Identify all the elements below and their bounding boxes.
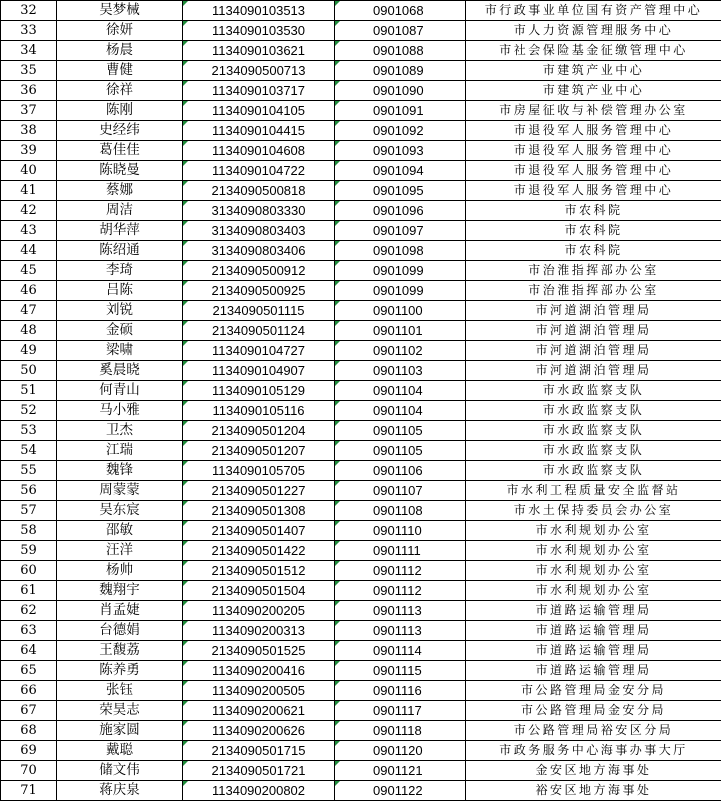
position-code-cell[interactable]: 0901104 (335, 381, 466, 401)
employer-unit-cell[interactable]: 市道路运输管理局 (466, 641, 721, 661)
position-code-cell[interactable]: 0901118 (335, 721, 466, 741)
table-row (1, 321, 721, 341)
position-code-cell[interactable]: 0901102 (335, 341, 466, 361)
employer-unit-cell[interactable]: 市退役军人服务管理中心 (466, 121, 721, 141)
employer-unit-cell[interactable]: 市水利规划办公室 (466, 561, 721, 581)
row-number-cell[interactable]: 58 (1, 521, 57, 541)
exam-number-cell[interactable]: 1134090103621 (183, 41, 335, 61)
employer-unit-cell[interactable]: 市建筑产业中心 (466, 61, 721, 81)
table-row (1, 681, 721, 701)
position-code-cell[interactable]: 0901101 (335, 321, 466, 341)
candidate-name-cell[interactable]: 陈晓曼 (57, 161, 183, 181)
employer-unit-cell[interactable]: 市农科院 (466, 221, 721, 241)
table-row (1, 221, 721, 241)
candidate-name-cell[interactable]: 葛佳佳 (57, 141, 183, 161)
employer-unit-cell[interactable]: 市退役军人服务管理中心 (466, 181, 721, 201)
candidate-name-cell[interactable]: 蔡娜 (57, 181, 183, 201)
position-code-cell[interactable]: 0901105 (335, 421, 466, 441)
candidate-name-cell[interactable]: 江瑞 (57, 441, 183, 461)
table-row (1, 261, 721, 281)
table-row (1, 241, 721, 261)
exam-number-cell[interactable]: 2134090501512 (183, 561, 335, 581)
exam-number-cell[interactable]: 1134090200205 (183, 601, 335, 621)
position-code-cell[interactable]: 0901110 (335, 521, 466, 541)
row-number-cell[interactable]: 36 (1, 81, 57, 101)
employer-unit-cell[interactable]: 市建筑产业中心 (466, 81, 721, 101)
candidate-name-cell[interactable]: 杨帅 (57, 561, 183, 581)
exam-number-cell[interactable]: 2134090501124 (183, 321, 335, 341)
employer-unit-cell[interactable]: 市行政事业单位国有资产管理中心 (466, 1, 721, 21)
employer-unit-cell[interactable]: 市退役军人服务管理中心 (466, 161, 721, 181)
candidate-name-cell[interactable]: 戴聪 (57, 741, 183, 761)
table-row (1, 581, 721, 601)
position-code-cell[interactable]: 0901068 (335, 1, 466, 21)
exam-number-cell[interactable]: 1134090104727 (183, 341, 335, 361)
candidate-name-cell[interactable]: 汪洋 (57, 541, 183, 561)
table-row (1, 701, 721, 721)
exam-number-cell[interactable]: 1134090104722 (183, 161, 335, 181)
position-code-cell[interactable]: 0901114 (335, 641, 466, 661)
position-code-cell[interactable]: 0901112 (335, 561, 466, 581)
position-code-cell[interactable]: 0901105 (335, 441, 466, 461)
row-number-cell[interactable]: 64 (1, 641, 57, 661)
row-number-cell[interactable]: 50 (1, 361, 57, 381)
exam-number-cell[interactable]: 1134090104907 (183, 361, 335, 381)
row-number-cell[interactable]: 69 (1, 741, 57, 761)
exam-number-cell[interactable]: 1134090104415 (183, 121, 335, 141)
row-number-cell[interactable]: 63 (1, 621, 57, 641)
position-code-cell[interactable]: 0901093 (335, 141, 466, 161)
table-body (1, 1, 721, 801)
exam-number-cell[interactable]: 1134090103530 (183, 21, 335, 41)
table-row (1, 501, 721, 521)
row-number-cell[interactable]: 65 (1, 661, 57, 681)
candidate-name-cell[interactable]: 魏翔宇 (57, 581, 183, 601)
position-code-cell[interactable]: 0901098 (335, 241, 466, 261)
employer-unit-cell[interactable]: 市水利工程质量安全监督站 (466, 481, 721, 501)
employer-unit-cell[interactable]: 市道路运输管理局 (466, 661, 721, 681)
exam-number-cell[interactable]: 1134090200802 (183, 781, 335, 801)
candidate-name-cell[interactable]: 徐妍 (57, 21, 183, 41)
employer-unit-cell[interactable]: 市水利规划办公室 (466, 541, 721, 561)
candidate-name-cell[interactable]: 吴梦械 (57, 1, 183, 21)
candidate-name-cell[interactable]: 蒋庆泉 (57, 781, 183, 801)
candidate-name-cell[interactable]: 徐祥 (57, 81, 183, 101)
position-code-cell[interactable]: 0901091 (335, 101, 466, 121)
row-number-cell[interactable]: 44 (1, 241, 57, 261)
row-number-cell[interactable]: 49 (1, 341, 57, 361)
employer-unit-cell[interactable]: 市水利规划办公室 (466, 581, 721, 601)
candidate-name-cell[interactable]: 马小雅 (57, 401, 183, 421)
exam-number-cell[interactable]: 1134090200626 (183, 721, 335, 741)
table-row (1, 781, 721, 801)
employer-unit-cell[interactable]: 市退役军人服务管理中心 (466, 141, 721, 161)
employer-unit-cell[interactable]: 市治淮指挥部办公室 (466, 281, 721, 301)
table-row (1, 201, 721, 221)
table-row (1, 21, 721, 41)
candidate-name-cell[interactable]: 施家圆 (57, 721, 183, 741)
row-number-cell[interactable]: 71 (1, 781, 57, 801)
row-number-cell[interactable]: 70 (1, 761, 57, 781)
table-row (1, 641, 721, 661)
row-number-cell[interactable]: 43 (1, 221, 57, 241)
exam-number-cell[interactable]: 1134090200313 (183, 621, 335, 641)
candidate-name-cell[interactable]: 荣昊志 (57, 701, 183, 721)
table-row (1, 661, 721, 681)
employer-unit-cell[interactable]: 市道路运输管理局 (466, 601, 721, 621)
position-code-cell[interactable]: 0901108 (335, 501, 466, 521)
exam-number-cell[interactable]: 2134090501525 (183, 641, 335, 661)
table-row (1, 181, 721, 201)
position-code-cell[interactable]: 0901095 (335, 181, 466, 201)
employer-unit-cell[interactable]: 市水政监察支队 (466, 461, 721, 481)
employer-unit-cell[interactable]: 市水政监察支队 (466, 401, 721, 421)
employer-unit-cell[interactable]: 市道路运输管理局 (466, 621, 721, 641)
table-row (1, 81, 721, 101)
candidate-name-cell[interactable]: 魏锋 (57, 461, 183, 481)
exam-number-cell[interactable]: 2134090501115 (183, 301, 335, 321)
employer-unit-cell[interactable]: 市政务服务中心海事办事大厅 (466, 741, 721, 761)
candidate-name-cell[interactable]: 储文伟 (57, 761, 183, 781)
table-row (1, 541, 721, 561)
row-number-cell[interactable]: 51 (1, 381, 57, 401)
row-number-cell[interactable]: 52 (1, 401, 57, 421)
exam-number-cell[interactable]: 2134090501422 (183, 541, 335, 561)
exam-number-cell[interactable]: 2134090501308 (183, 501, 335, 521)
row-number-cell[interactable]: 67 (1, 701, 57, 721)
table-row (1, 141, 721, 161)
employer-unit-cell[interactable]: 市河道湖泊管理局 (466, 301, 721, 321)
position-code-cell[interactable]: 0901103 (335, 361, 466, 381)
exam-number-cell[interactable]: 1134090105129 (183, 381, 335, 401)
position-code-cell[interactable]: 0901092 (335, 121, 466, 141)
employer-unit-cell[interactable]: 市治淮指挥部办公室 (466, 261, 721, 281)
candidate-name-cell[interactable]: 史经纬 (57, 121, 183, 141)
position-code-cell[interactable]: 0901094 (335, 161, 466, 181)
row-number-cell[interactable]: 34 (1, 41, 57, 61)
candidate-name-cell[interactable]: 吴东宸 (57, 501, 183, 521)
exam-number-cell[interactable]: 1134090105705 (183, 461, 335, 481)
position-code-cell[interactable]: 0901115 (335, 661, 466, 681)
candidate-name-cell[interactable]: 何青山 (57, 381, 183, 401)
position-code-cell[interactable]: 0901097 (335, 221, 466, 241)
candidate-name-cell[interactable]: 台德娟 (57, 621, 183, 641)
employer-unit-cell[interactable]: 市河道湖泊管理局 (466, 341, 721, 361)
row-number-cell[interactable]: 35 (1, 61, 57, 81)
table-row (1, 361, 721, 381)
employer-unit-cell[interactable]: 市河道湖泊管理局 (466, 321, 721, 341)
candidate-name-cell[interactable]: 梁啸 (57, 341, 183, 361)
employer-unit-cell[interactable]: 市公路管理局金安分局 (466, 701, 721, 721)
row-number-cell[interactable]: 56 (1, 481, 57, 501)
employer-unit-cell[interactable]: 市水政监察支队 (466, 441, 721, 461)
row-number-cell[interactable]: 41 (1, 181, 57, 201)
row-number-cell[interactable]: 59 (1, 541, 57, 561)
table-row (1, 741, 721, 761)
position-code-cell[interactable]: 0901088 (335, 41, 466, 61)
exam-number-cell[interactable]: 3134090803403 (183, 221, 335, 241)
exam-number-cell[interactable]: 2134090501715 (183, 741, 335, 761)
row-number-cell[interactable]: 62 (1, 601, 57, 621)
row-number-cell[interactable]: 61 (1, 581, 57, 601)
row-number-cell[interactable]: 38 (1, 121, 57, 141)
table-row (1, 521, 721, 541)
employer-unit-cell[interactable]: 市水政监察支队 (466, 381, 721, 401)
position-code-cell[interactable]: 0901104 (335, 401, 466, 421)
row-number-cell[interactable]: 48 (1, 321, 57, 341)
exam-number-cell[interactable]: 2134090501407 (183, 521, 335, 541)
table-row (1, 121, 721, 141)
exam-number-cell[interactable]: 2134090501504 (183, 581, 335, 601)
exam-number-cell[interactable]: 2134090500925 (183, 281, 335, 301)
table-row (1, 401, 721, 421)
position-code-cell[interactable]: 0901107 (335, 481, 466, 501)
table-row (1, 481, 721, 501)
table-row (1, 621, 721, 641)
position-code-cell[interactable]: 0901106 (335, 461, 466, 481)
exam-number-cell[interactable]: 1134090103513 (183, 1, 335, 21)
table-row (1, 161, 721, 181)
exam-number-cell[interactable]: 2134090500713 (183, 61, 335, 81)
row-number-cell[interactable]: 55 (1, 461, 57, 481)
candidate-name-cell[interactable]: 曹健 (57, 61, 183, 81)
candidate-name-cell[interactable]: 陈绍通 (57, 241, 183, 261)
candidate-name-cell[interactable]: 卫杰 (57, 421, 183, 441)
position-code-cell[interactable]: 0901113 (335, 621, 466, 641)
row-number-cell[interactable]: 32 (1, 1, 57, 21)
employer-unit-cell[interactable]: 市人力资源管理服务中心 (466, 21, 721, 41)
candidate-name-cell[interactable]: 胡华萍 (57, 221, 183, 241)
candidate-name-cell[interactable]: 周蒙蒙 (57, 481, 183, 501)
row-number-cell[interactable]: 40 (1, 161, 57, 181)
employer-unit-cell[interactable]: 市公路管理局金安分局 (466, 681, 721, 701)
candidate-name-cell[interactable]: 周洁 (57, 201, 183, 221)
candidate-name-cell[interactable]: 杨晨 (57, 41, 183, 61)
exam-number-cell[interactable]: 1134090103717 (183, 81, 335, 101)
employer-unit-cell[interactable]: 市水政监察支队 (466, 421, 721, 441)
exam-number-cell[interactable]: 2134090501204 (183, 421, 335, 441)
position-code-cell[interactable]: 0901089 (335, 61, 466, 81)
exam-number-cell[interactable]: 3134090803330 (183, 201, 335, 221)
candidate-name-cell[interactable]: 陈刚 (57, 101, 183, 121)
row-number-cell[interactable]: 53 (1, 421, 57, 441)
employer-unit-cell[interactable]: 市河道湖泊管理局 (466, 361, 721, 381)
position-code-cell[interactable]: 0901090 (335, 81, 466, 101)
row-number-cell[interactable]: 39 (1, 141, 57, 161)
table-row (1, 441, 721, 461)
exam-number-cell[interactable]: 3134090803406 (183, 241, 335, 261)
employer-unit-cell[interactable]: 市农科院 (466, 241, 721, 261)
exam-number-cell[interactable]: 1134090200416 (183, 661, 335, 681)
candidate-name-cell[interactable]: 奚晨晓 (57, 361, 183, 381)
row-number-cell[interactable]: 42 (1, 201, 57, 221)
table-row (1, 101, 721, 121)
table-row (1, 761, 721, 781)
exam-number-cell[interactable]: 2134090501721 (183, 761, 335, 781)
row-number-cell[interactable]: 45 (1, 261, 57, 281)
candidate-name-cell[interactable]: 陈养勇 (57, 661, 183, 681)
position-code-cell[interactable]: 0901116 (335, 681, 466, 701)
position-code-cell[interactable]: 0901117 (335, 701, 466, 721)
position-code-cell[interactable]: 0901099 (335, 261, 466, 281)
row-number-cell[interactable]: 33 (1, 21, 57, 41)
position-code-cell[interactable]: 0901120 (335, 741, 466, 761)
exam-number-cell[interactable]: 1134090200505 (183, 681, 335, 701)
candidate-name-cell[interactable]: 李琦 (57, 261, 183, 281)
table-row (1, 381, 721, 401)
position-code-cell[interactable]: 0901100 (335, 301, 466, 321)
position-code-cell[interactable]: 0901087 (335, 21, 466, 41)
row-number-cell[interactable]: 54 (1, 441, 57, 461)
table-row (1, 601, 721, 621)
position-code-cell[interactable]: 0901096 (335, 201, 466, 221)
table-row (1, 41, 721, 61)
position-code-cell[interactable]: 0901121 (335, 761, 466, 781)
row-number-cell[interactable]: 60 (1, 561, 57, 581)
table-row (1, 461, 721, 481)
candidate-name-cell[interactable]: 金硕 (57, 321, 183, 341)
exam-number-cell[interactable]: 2134090501227 (183, 481, 335, 501)
row-number-cell[interactable]: 66 (1, 681, 57, 701)
table-row (1, 301, 721, 321)
position-code-cell[interactable]: 0901122 (335, 781, 466, 801)
row-number-cell[interactable]: 46 (1, 281, 57, 301)
exam-number-cell[interactable]: 2134090501207 (183, 441, 335, 461)
exam-number-cell[interactable]: 1134090105116 (183, 401, 335, 421)
candidate-name-cell[interactable]: 肖孟婕 (57, 601, 183, 621)
employer-unit-cell[interactable]: 裕安区地方海事处 (466, 781, 721, 801)
position-code-cell[interactable]: 0901111 (335, 541, 466, 561)
table-row (1, 421, 721, 441)
table-row (1, 281, 721, 301)
exam-number-cell[interactable]: 1134090104608 (183, 141, 335, 161)
exam-number-cell[interactable]: 2134090500912 (183, 261, 335, 281)
exam-number-cell[interactable]: 2134090500818 (183, 181, 335, 201)
exam-number-cell[interactable]: 1134090104105 (183, 101, 335, 121)
candidate-name-cell[interactable]: 吕陈 (57, 281, 183, 301)
row-number-cell[interactable]: 37 (1, 101, 57, 121)
employer-unit-cell[interactable]: 市水土保持委员会办公室 (466, 501, 721, 521)
table-row (1, 721, 721, 741)
row-number-cell[interactable]: 47 (1, 301, 57, 321)
employer-unit-cell[interactable]: 市社会保险基金征缴管理中心 (466, 41, 721, 61)
employer-unit-cell[interactable]: 市房屋征收与补偿管理办公室 (466, 101, 721, 121)
candidate-name-cell[interactable]: 王馥荔 (57, 641, 183, 661)
table-row (1, 561, 721, 581)
row-number-cell[interactable]: 68 (1, 721, 57, 741)
position-code-cell[interactable]: 0901112 (335, 581, 466, 601)
table-row (1, 61, 721, 81)
candidate-name-cell[interactable]: 张钰 (57, 681, 183, 701)
table-row (1, 1, 721, 21)
position-code-cell[interactable]: 0901113 (335, 601, 466, 621)
employer-unit-cell[interactable]: 市水利规划办公室 (466, 521, 721, 541)
employer-unit-cell[interactable]: 金安区地方海事处 (466, 761, 721, 781)
position-code-cell[interactable]: 0901099 (335, 281, 466, 301)
employer-unit-cell[interactable]: 市公路管理局裕安区分局 (466, 721, 721, 741)
exam-number-cell[interactable]: 1134090200621 (183, 701, 335, 721)
table-row (1, 341, 721, 361)
employer-unit-cell[interactable]: 市农科院 (466, 201, 721, 221)
candidate-name-cell[interactable]: 邵敏 (57, 521, 183, 541)
row-number-cell[interactable]: 57 (1, 501, 57, 521)
candidate-name-cell[interactable]: 刘锐 (57, 301, 183, 321)
